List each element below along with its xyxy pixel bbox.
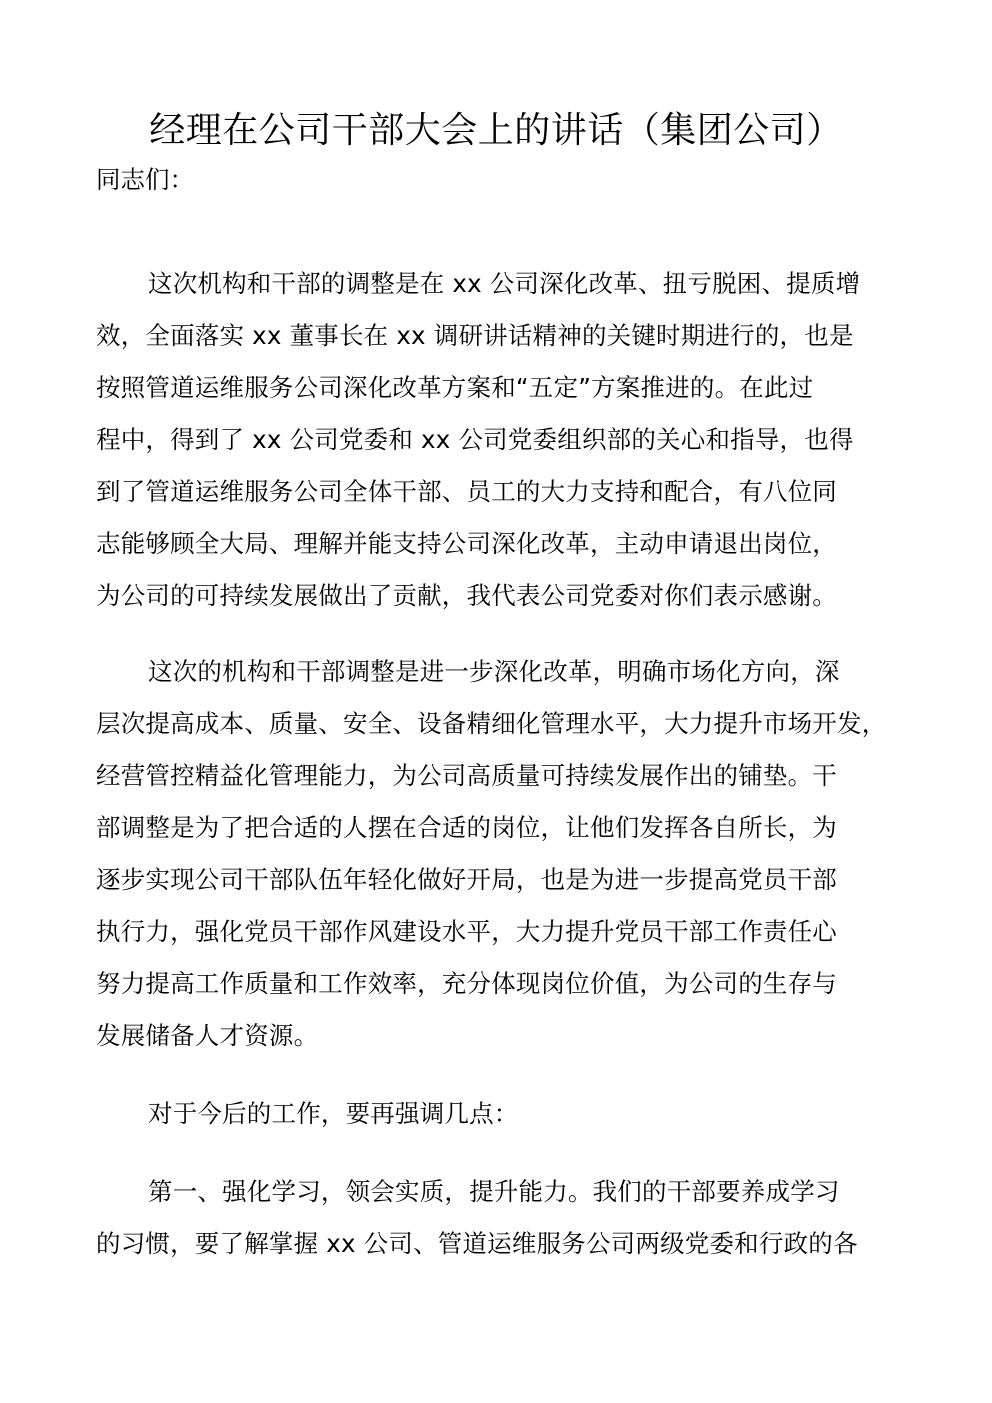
- greeting: 同志们：: [96, 165, 194, 194]
- paragraph-line: 部调整是为了把合适的人摆在合适的岗位，让他们发挥各自所长，为: [96, 813, 837, 842]
- paragraph-line: 对于今后的工作，要再强调几点：: [148, 1099, 519, 1128]
- paragraph-line: 程中，得到了 xx 公司党委和 xx 公司党委组织部的关心和指导，也得: [96, 425, 854, 454]
- paragraph-2: [96, 646, 906, 1062]
- paragraph-line: 发展储备人才资源。: [96, 1021, 319, 1050]
- paragraph-line: 层次提高成本、质量、安全、设备精细化管理水平，大力提升市场开发，: [96, 709, 887, 738]
- paragraph-line: 效，全面落实 xx 董事长在 xx 调研讲话精神的关键时期进行的，也是: [96, 321, 854, 350]
- paragraph-line: 到了管道运维服务公司全体干部、员工的大力支持和配合，有八位同: [96, 477, 837, 506]
- paragraph-line: 的习惯，要了解掌握 xx 公司、管道运维服务公司两级党委和行政的各: [96, 1229, 858, 1258]
- paragraph-1: [96, 258, 906, 622]
- paragraph-line: 经营管控精益化管理能力，为公司高质量可持续发展作出的铺垫。干: [96, 761, 837, 790]
- paragraph-3: [96, 1088, 906, 1140]
- paragraph-4: [96, 1166, 906, 1270]
- paragraph-line: 努力提高工作质量和工作效率，充分体现岗位价值，为公司的生存与: [96, 969, 837, 998]
- paragraph-line: 为公司的可持续发展做出了贡献，我代表公司党委对你们表示感谢。: [96, 581, 837, 610]
- paragraph-line: 执行力，强化党员干部作风建设水平，大力提升党员干部工作责任心: [96, 917, 837, 946]
- paragraph-line: 这次机构和干部的调整是在 xx 公司深化改革、扭亏脱困、提质增: [148, 269, 861, 298]
- paragraph-line: 逐步实现公司干部队伍年轻化做好开局，也是为进一步提高党员干部: [96, 865, 837, 894]
- paragraph-line: 按照管道运维服务公司深化改革方案和“五定”方案推进的。在此过: [96, 373, 814, 402]
- paragraph-line: 志能够顾全大局、理解并能支持公司深化改革，主动申请退出岗位，: [96, 529, 837, 558]
- paragraph-line: 第一、强化学习，领会实质，提升能力。我们的干部要养成学习: [148, 1177, 840, 1206]
- paragraph-line: 这次的机构和干部调整是进一步深化改革，明确市场化方向，深: [148, 657, 840, 686]
- document-title: 经理在公司干部大会上的讲话（集团公司）: [149, 110, 843, 151]
